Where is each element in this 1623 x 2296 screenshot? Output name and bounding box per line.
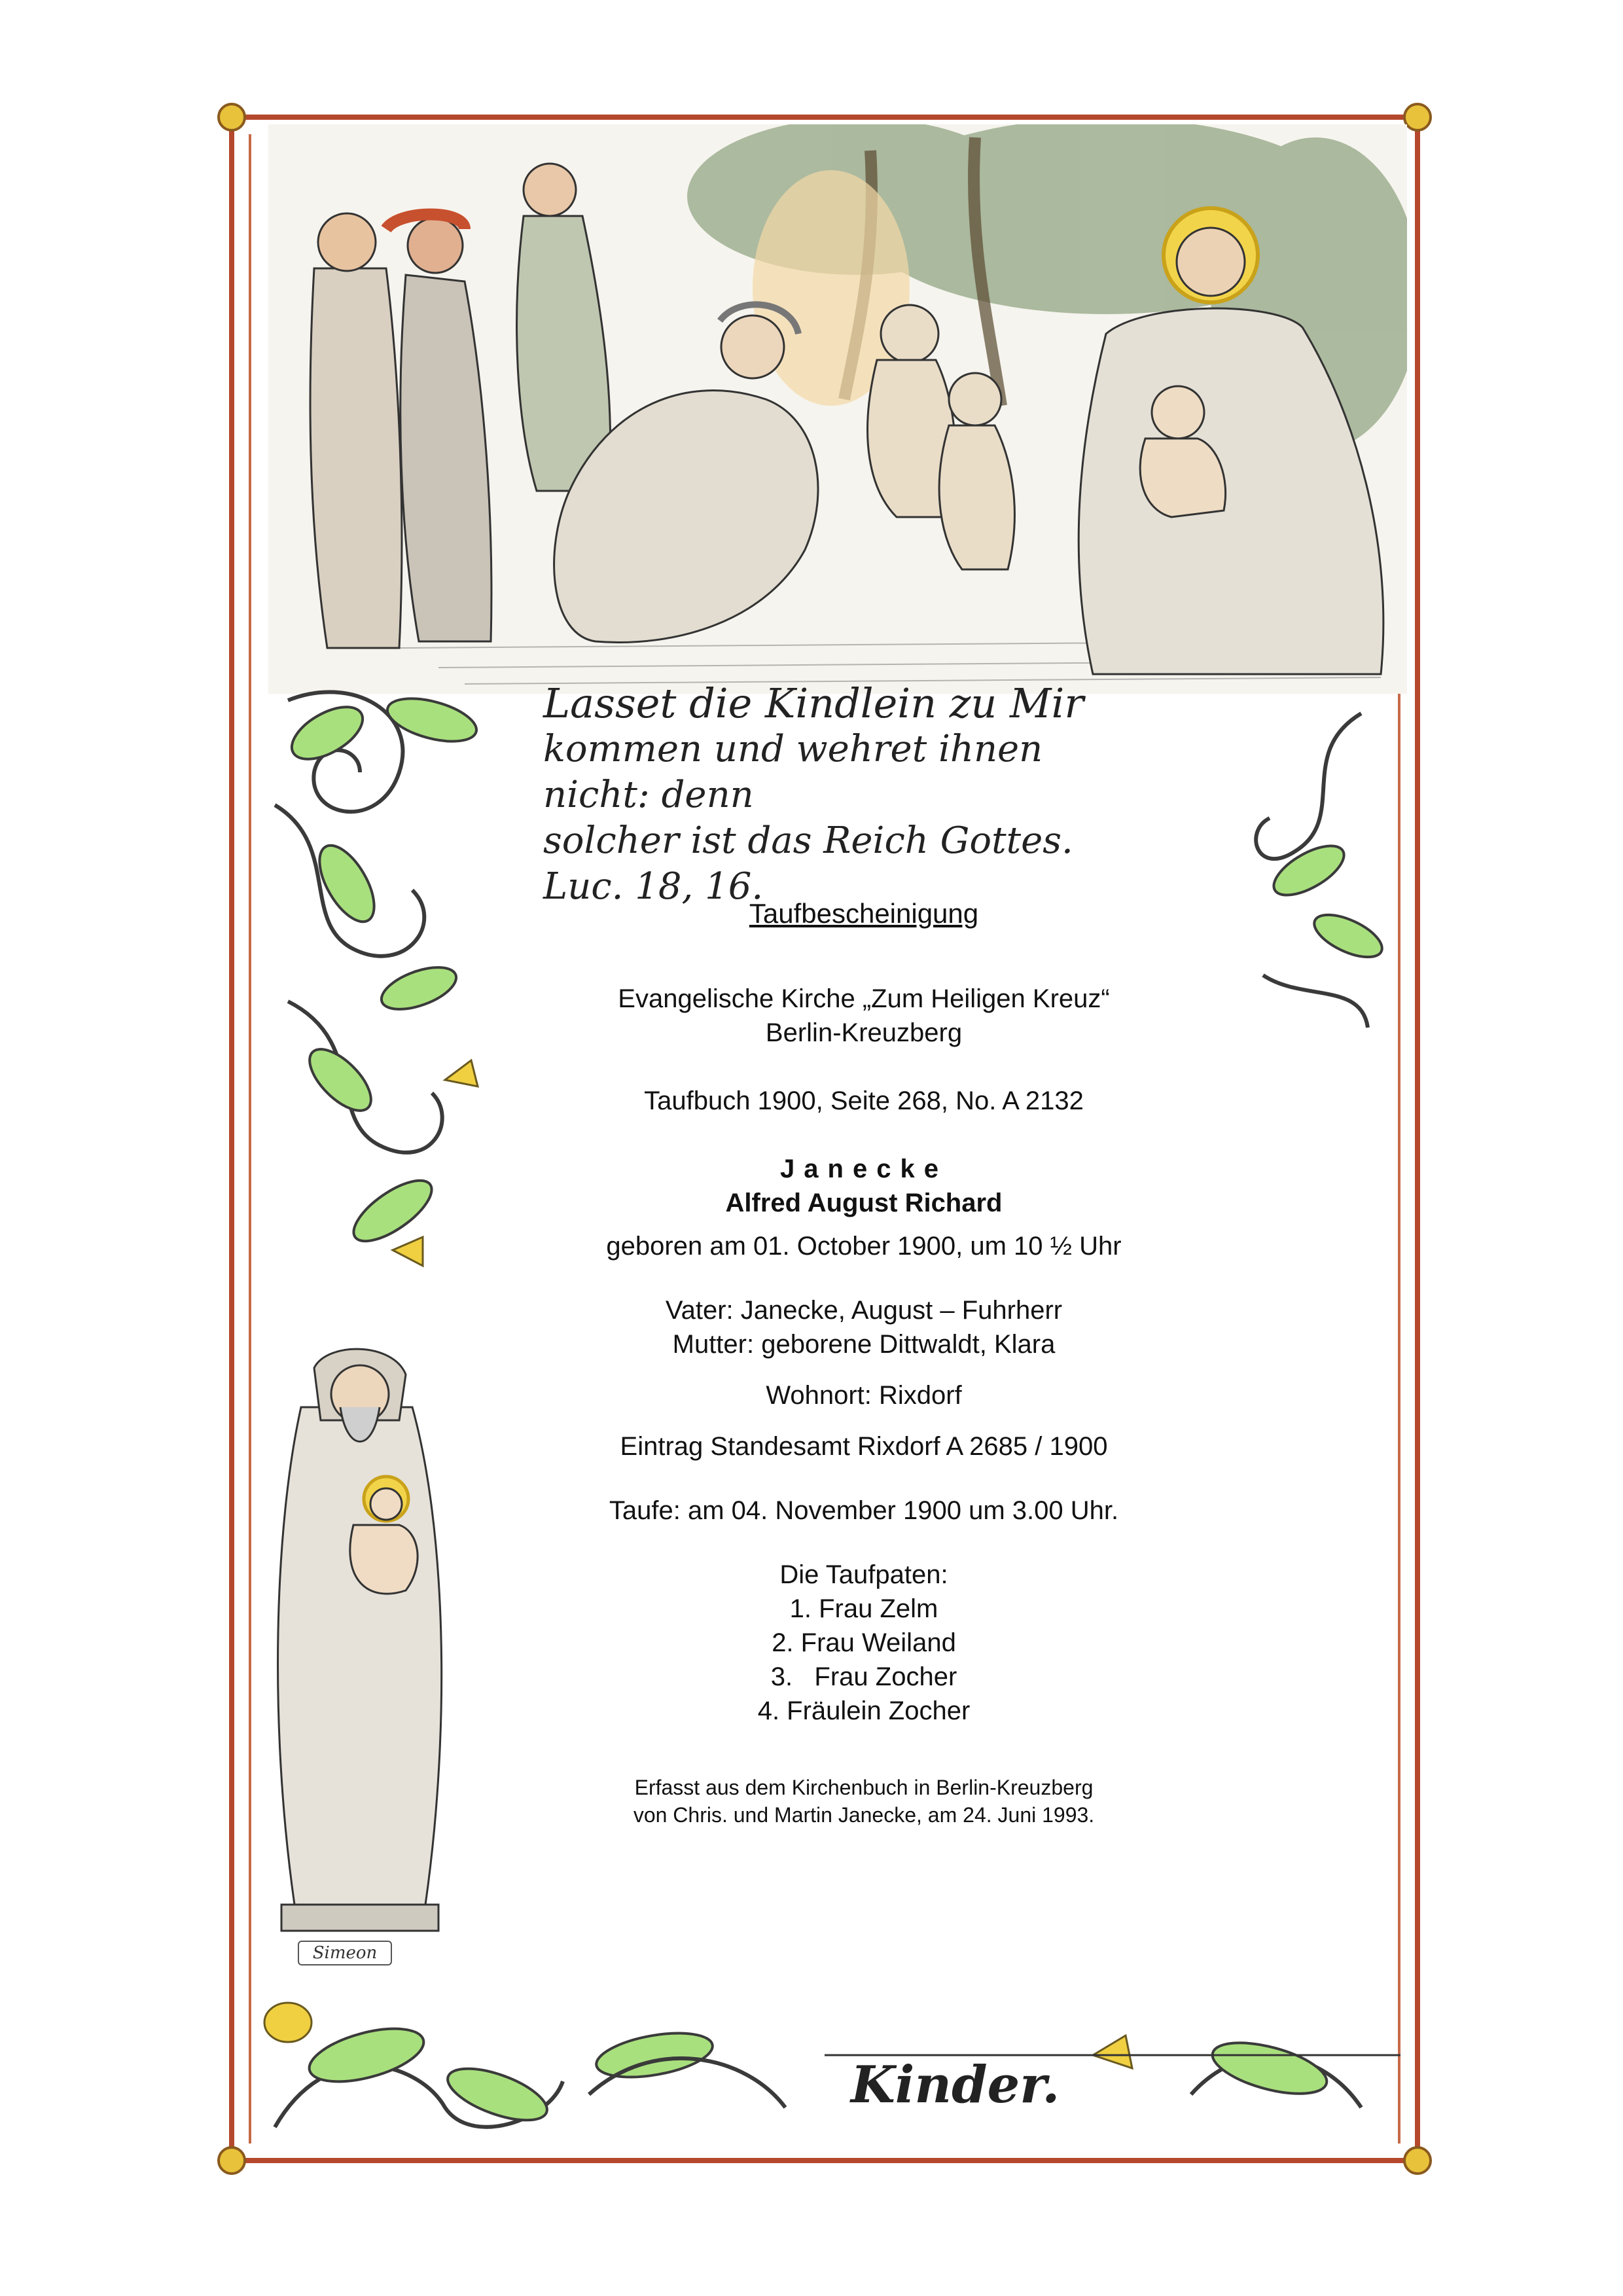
simeon-label: Simeon — [298, 1941, 392, 1965]
verse-line-3: solcher ist das Reich Gottes. Luc. 18, 16. — [543, 819, 1073, 908]
frame-bottom — [229, 2158, 1420, 2163]
church-name: Evangelische Kirche „Zum Heiligen Kreuz“ — [618, 984, 1110, 1013]
bible-verse — [543, 681, 1132, 910]
birth-date: geboren am 01. October 1900, um 10 ½ Uhr — [606, 1232, 1122, 1261]
residence: Wohnort: Rixdorf — [766, 1381, 962, 1410]
register-entry: Taufbuch 1900, Seite 268, No. A 2132 — [644, 1086, 1084, 1115]
verse-line-2: kommen und wehret ihnen nicht: denn — [543, 728, 1043, 816]
frame-top — [229, 115, 1420, 120]
certificate-content — [524, 897, 1204, 1829]
church-location: Berlin-Kreuzberg — [765, 1018, 963, 1047]
mother: Mutter: geborene Dittwaldt, Klara — [672, 1330, 1056, 1359]
simeon-figure-illustration — [255, 1329, 465, 1957]
source-note-line-2: von Chris. und Martin Janecke, am 24. Juni 1993. — [633, 1803, 1095, 1827]
blessing-children-illustration — [268, 124, 1407, 694]
godparent-item: 1. Frau Zelm — [789, 1594, 938, 1623]
godparent-item: 2. Frau Weiland — [772, 1628, 956, 1657]
godparent-item: 3. Frau Zocher — [770, 1662, 957, 1691]
registry-entry: Eintrag Standesamt Rixdorf A 2685 / 1900 — [620, 1432, 1108, 1461]
godparent-item: 4. Fräulein Zocher — [757, 1696, 971, 1725]
certificate-title: Taufbescheinigung — [749, 898, 979, 929]
baptism-date: Taufe: am 04. November 1900 um 3.00 Uhr. — [609, 1496, 1119, 1525]
verse-line-1: Lasset die Kindlein zu Mir — [543, 679, 1084, 727]
right-vine-ornament — [1217, 700, 1400, 1067]
corner-ornament-bl — [217, 2146, 246, 2175]
corner-ornament-tl — [217, 103, 246, 132]
father: Vater: Janecke, August – Fuhrherr — [665, 1296, 1063, 1325]
frame-right — [1415, 115, 1420, 2163]
left-vine-ornament — [249, 674, 524, 1302]
bottom-vine-ornament — [249, 1957, 1400, 2153]
source-note-line-1: Erfasst aus dem Kirchenbuch in Berlin-Kreuzberg — [634, 1776, 1094, 1799]
godparents-heading: Die Taufpaten: — [779, 1560, 948, 1589]
frame-left — [229, 115, 234, 2163]
corner-ornament-tr — [1403, 103, 1432, 132]
surname: Janecke — [780, 1155, 948, 1183]
given-names: Alfred August Richard — [725, 1189, 1003, 1217]
corner-ornament-br — [1403, 2146, 1432, 2175]
footer-word: Kinder. — [851, 2055, 1060, 2115]
